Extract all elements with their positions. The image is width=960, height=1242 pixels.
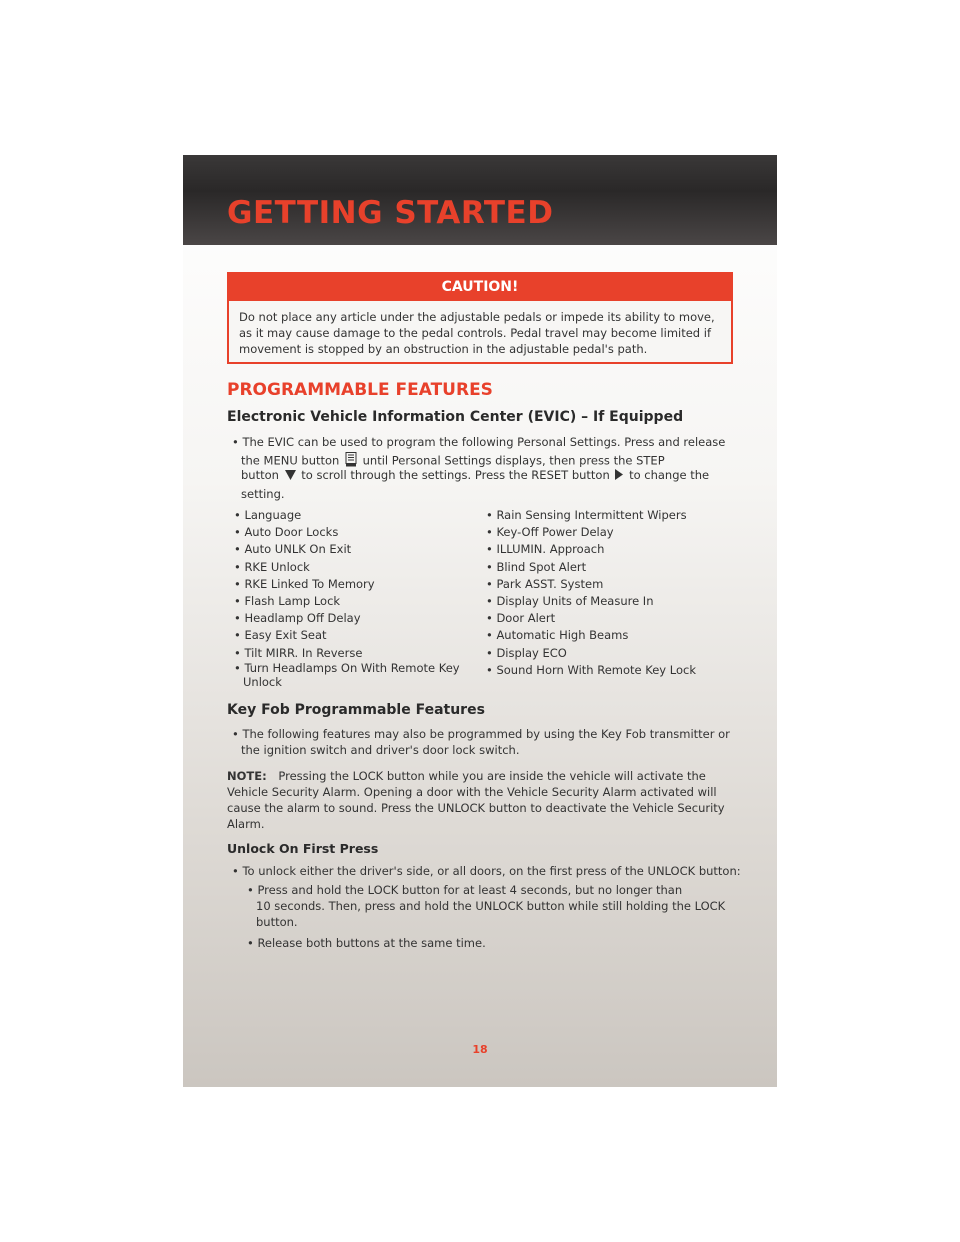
caution-text: Do not place any article under the adjustable pedals or impede its ability to move, as it may cause damage to the pedal controls. Pedal travel may become limited if movement is stopped by an obstruction in the adjustable pedal's path. <box>239 310 715 356</box>
list-item: • Display Units of Measure In <box>486 593 654 608</box>
list-item: • RKE Unlock <box>234 559 310 574</box>
unlock-sub-bullet-1-line-1: • Press and hold the LOCK button for at least 4 seconds, but no longer than <box>247 883 683 897</box>
list-item: • Auto UNLK On Exit <box>234 542 352 557</box>
evic-intro-text-2a: the MENU button <box>241 453 340 468</box>
manual-page <box>183 155 777 1087</box>
evic-intro-line-3 <box>241 468 709 483</box>
evic-settings-right-column <box>486 507 696 679</box>
note-line-4: Alarm. <box>227 817 265 831</box>
list-item: • Door Alert <box>486 611 556 626</box>
key-fob-heading: Key Fob Programmable Features <box>227 702 485 718</box>
note-line-1 <box>227 769 706 783</box>
list-item: • Headlamp Off Delay <box>234 611 361 626</box>
evic-intro-line-1: • The EVIC can be used to program the following Personal Settings. Press and release <box>232 435 726 449</box>
evic-intro-line-4: setting. <box>241 487 285 501</box>
step-down-triangle-icon <box>285 469 296 483</box>
list-item: • Sound Horn With Remote Key Lock <box>486 662 696 677</box>
evic-intro-text-3c: to change the <box>629 468 710 482</box>
key-fob-bullet-line-1: • The following features may also be programmed by using the Key Fob transmitter or <box>232 727 730 741</box>
programmable-features-heading: PROGRAMMABLE FEATURES <box>227 380 493 400</box>
list-item: • Tilt MIRR. In Reverse <box>234 645 363 660</box>
unlock-bullet: • To unlock either the driver's side, or all doors, on the first press of the UNLOCK button: <box>232 864 741 878</box>
caution-title: CAUTION! <box>229 274 731 301</box>
section-header-title: GETTING STARTED <box>227 195 554 231</box>
list-item: • Language <box>234 508 302 522</box>
unlock-sub-bullet-2: • Release both buttons at the same time. <box>247 936 486 950</box>
evic-intro-text-3a: button <box>241 468 279 482</box>
note-label: NOTE: <box>227 769 267 783</box>
unlock-sub-bullet-1-line-3: button. <box>256 915 298 929</box>
list-item: • Park ASST. System <box>486 576 604 591</box>
list-item: • Turn Headlamps On With Remote Key <box>234 660 460 675</box>
list-item: • Easy Exit Seat <box>234 628 327 643</box>
list-item: • ILLUMIN. Approach <box>486 542 605 557</box>
note-line-3: cause the alarm to sound. Press the UNLOCK button to deactivate the Vehicle Security <box>227 801 725 815</box>
reset-right-triangle-icon <box>615 469 623 483</box>
note-text-1: Pressing the LOCK button while you are inside the vehicle will activate the <box>278 769 706 783</box>
list-item-continuation: Unlock <box>243 674 282 689</box>
list-item: • Flash Lamp Lock <box>234 593 341 608</box>
evic-settings-left-column <box>234 507 460 689</box>
list-item: • Display ECO <box>486 645 567 660</box>
unlock-first-press-heading: Unlock On First Press <box>227 841 379 856</box>
caution-box <box>227 272 733 364</box>
list-item: • RKE Linked To Memory <box>234 576 375 591</box>
section-header-bar <box>183 155 777 245</box>
list-item: • Rain Sensing Intermittent Wipers <box>486 508 687 522</box>
evic-intro-text-2b: until Personal Settings displays, then press the STEP <box>362 453 665 468</box>
note-line-2: Vehicle Security Alarm. Opening a door with the Vehicle Security Alarm activated will <box>227 785 717 799</box>
evic-heading: Electronic Vehicle Information Center (EVIC) – If Equipped <box>227 409 684 425</box>
evic-intro-text-3b: to scroll through the settings. Press the RESET button <box>301 468 610 482</box>
unlock-sub-bullet-1-line-2: 10 seconds. Then, press and hold the UNLOCK button while still holding the LOCK <box>256 899 726 913</box>
list-item: • Auto Door Locks <box>234 525 339 540</box>
page-number: 18 <box>472 1043 488 1056</box>
list-item: • Blind Spot Alert <box>486 559 587 574</box>
key-fob-bullet-line-2: the ignition switch and driver's door lock switch. <box>241 743 520 757</box>
list-item: • Automatic High Beams <box>486 628 629 643</box>
list-item: • Key-Off Power Delay <box>486 525 614 540</box>
